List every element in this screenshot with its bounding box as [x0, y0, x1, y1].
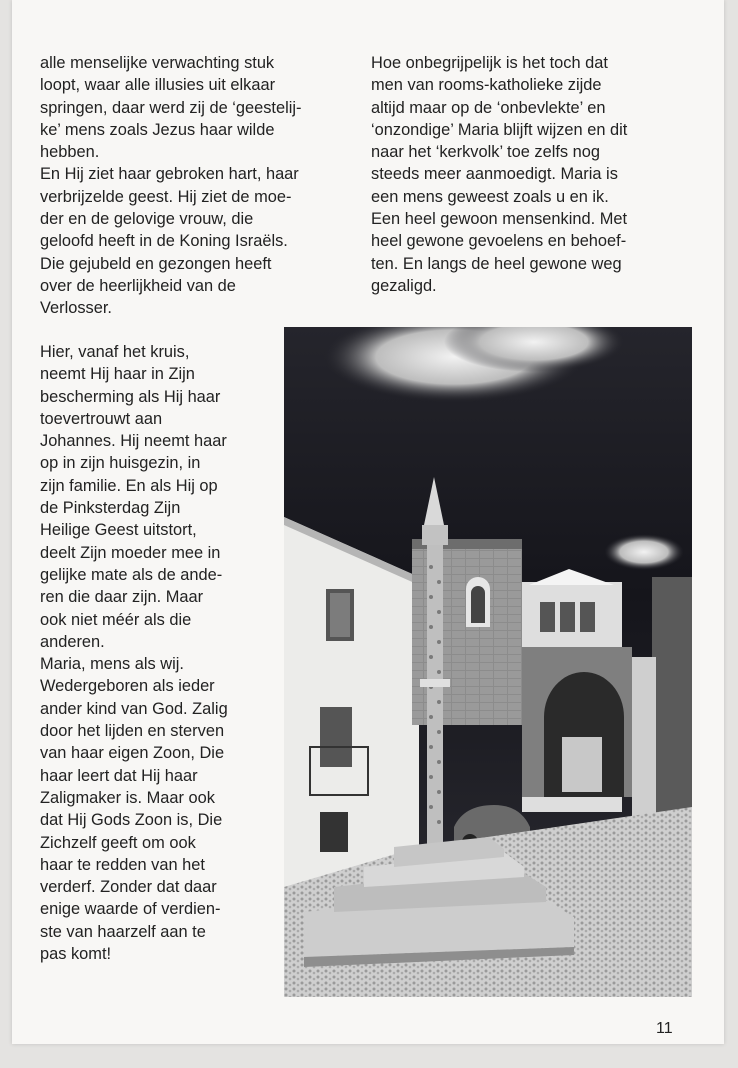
text-line: naar het ‘kerkvolk’ toe zelfs nog — [371, 143, 600, 162]
text-line: anderen. — [40, 632, 105, 651]
text-line: Zaligmaker is. Maar ook — [40, 788, 215, 807]
text-line: Een heel gewoon mensenkind. Met — [371, 210, 628, 229]
text-line: verderf. Zonder dat daar — [40, 878, 217, 897]
text-line: Heilige Geest uitstort, — [40, 521, 197, 540]
text-line: op in zijn huisgezin, in — [40, 454, 201, 473]
text-line: ander kind van God. Zalig — [40, 699, 228, 718]
page-number: 11 — [656, 1020, 673, 1037]
text-line: Hier, vanaf het kruis, — [40, 343, 190, 361]
text-line: ste van haarzelf aan te — [40, 922, 206, 941]
text-line: over de heerlijkheid van de — [40, 276, 236, 295]
text-line: deelt Zijn moeder mee in — [40, 543, 221, 562]
text-line: Hoe onbegrijpelijk is het toch dat — [371, 54, 608, 72]
text-line: steeds meer aanmoedigt. Maria is — [371, 165, 618, 184]
text-line: En Hij ziet haar gebroken hart, haar — [40, 165, 299, 184]
text-line: gezaligd. — [371, 276, 437, 295]
text-line: ten. En langs de heel gewone weg — [371, 254, 622, 273]
text-line: dat Hij Gods Zoon is, Die — [40, 811, 223, 830]
text-line: haar te redden van het — [40, 855, 205, 874]
text-line: pas komt! — [40, 945, 112, 964]
text-line: ook niet méér als die — [40, 610, 192, 629]
photo-illustration — [284, 327, 692, 997]
text-line: Johannes. Hij neemt haar — [40, 432, 227, 451]
text-line: springen, daar werd zij de ‘geestelij- — [40, 98, 302, 117]
text-line: alle menselijke verwachting stuk — [40, 54, 275, 72]
text-line: heel gewone gevoelens en behoef- — [371, 232, 627, 251]
text-line: neemt Hij haar in Zijn — [40, 365, 195, 384]
text-line: ren die daar zijn. Maar — [40, 588, 204, 607]
text-line: Verlosser. — [40, 299, 112, 318]
text-line: verbrijzelde geest. Hij ziet de moe- — [40, 187, 292, 206]
text-line: gelijke mate als de ande- — [40, 565, 223, 584]
left-column-bottom-text — [40, 341, 228, 965]
text-line: bescherming als Hij haar — [40, 387, 221, 406]
right-column-text — [371, 52, 627, 297]
text-line: Maria, mens als wij. — [40, 655, 184, 674]
text-line: men van rooms-katholieke zijde — [371, 76, 602, 95]
text-line: een mens geweest zoals u en ik. — [371, 187, 609, 206]
text-line: toevertrouwt aan — [40, 409, 163, 428]
text-line: Zichzelf geeft om ook — [40, 833, 196, 852]
text-line: ke’ mens zoals Jezus haar wilde — [40, 120, 275, 139]
text-line: de Pinksterdag Zijn — [40, 499, 181, 518]
text-line: van haar eigen Zoon, Die — [40, 744, 225, 763]
text-line: der en de gelovige vrouw, die — [40, 210, 254, 229]
text-line: haar leert dat Hij haar — [40, 766, 198, 785]
text-line: hebben. — [40, 143, 100, 162]
street-pillory-photo — [284, 327, 692, 997]
text-line: ‘onzondige’ Maria blijft wijzen en dit — [371, 120, 628, 139]
book-page — [12, 0, 724, 1044]
text-line: door het lijden en sterven — [40, 722, 225, 741]
text-line: loopt, waar alle illusies uit elkaar — [40, 76, 276, 95]
text-line: altijd maar op de ‘onbevlekte’ en — [371, 98, 606, 117]
text-line: Wedergeboren als ieder — [40, 677, 215, 696]
text-line: zijn familie. En als Hij op — [40, 476, 218, 495]
text-line: geloofd heeft in de Koning Israëls. — [40, 232, 288, 251]
text-line: Die gejubeld en gezongen heeft — [40, 254, 272, 273]
left-column-top-text — [40, 52, 301, 320]
text-line: enige waarde of verdien- — [40, 900, 221, 919]
